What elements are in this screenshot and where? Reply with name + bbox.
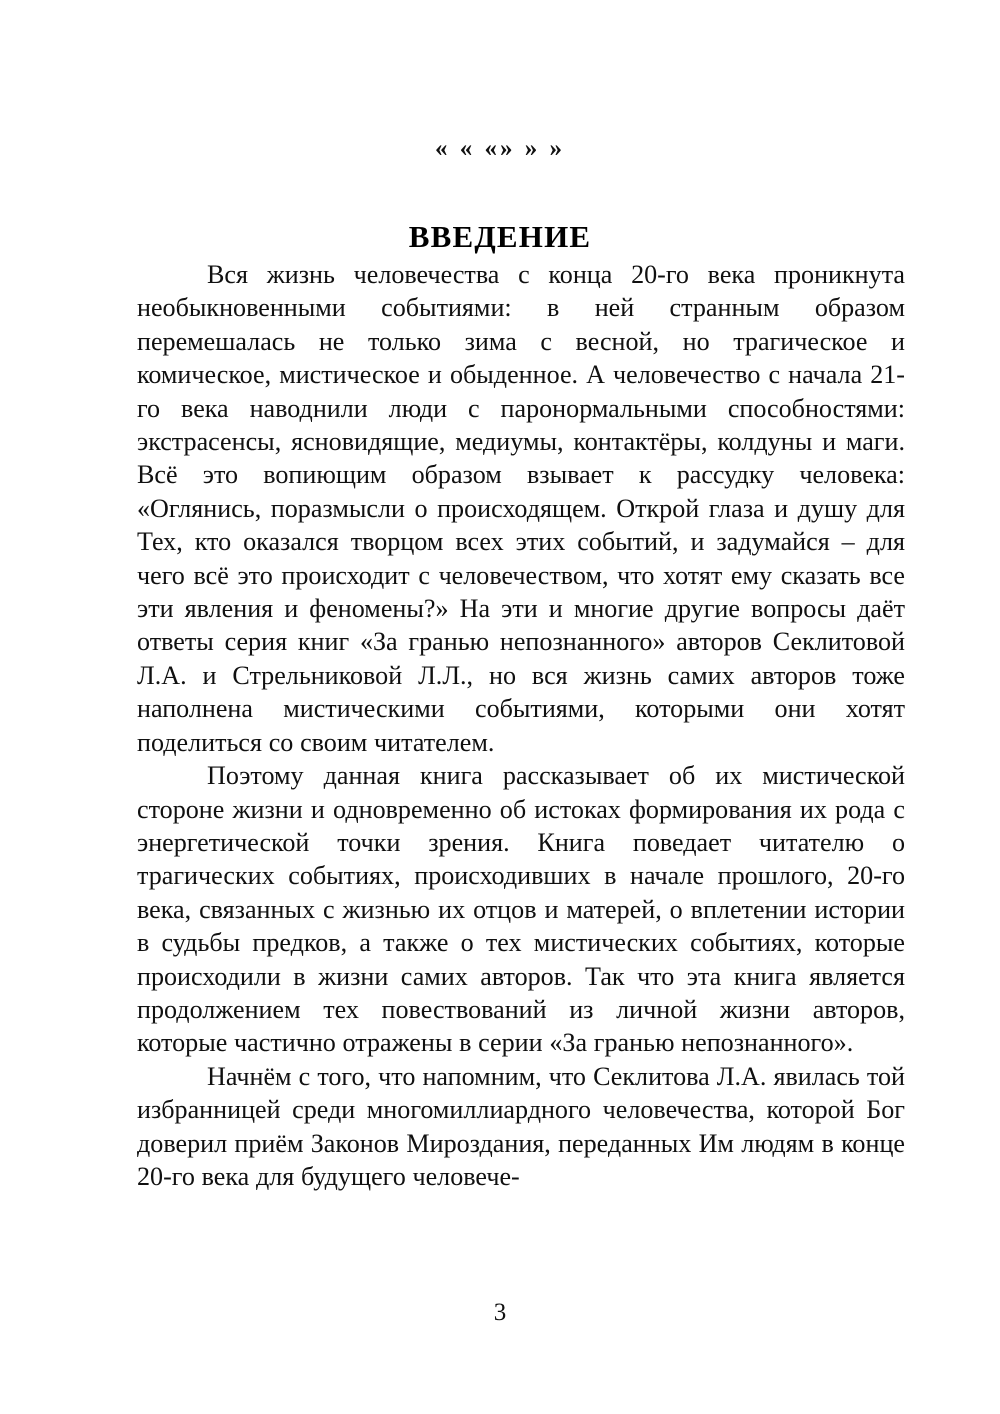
page-number: 3 [493, 1299, 507, 1326]
paragraph: Начнём с того, что напомним, что Секлитова Л.А. явилась той избранницей среди многомиллиардного человечества, которой Бог доверил приём Законов Мироздания, переданных Им людям в конце 20-го века для будущего человече- [137, 1061, 905, 1191]
paragraph: Вся жизнь человечества с конца 20-го века проникнута необыкновенными событиями: в ней странным образом перемешалась не только зима с весной, но трагическое и комическое, мистическое и обыденное. А человечество с начала 21-го века наводнили люди с паронормальными способностями: экстрасенсы, ясновидящие, медиумы, контактёры, колдуны и маги. Всё это вопиющим образом взывает к рассудку человека: «Оглянись, поразмысли о происходящем. Открой глаза и душу для Тех, кто оказался творцом всех этих событий, и задумайся – для чего всё это происходит с человечеством, что хотят ему сказать все эти явления и феномены?» На эти и многие другие вопросы даёт ответы серия книг «За гранью непознанного» авторов Секлитовой Л.А. и Стрельниковой Л.Л., но вся жизнь самих авторов тоже наполнена мистическими событиями, которыми они хотят поделиться со своим читателем. [137, 260, 905, 757]
body-text [137, 258, 905, 1193]
ornament-divider: « « «» » » [435, 135, 565, 162]
paragraph: Поэтому данная книга рассказывает об их мистической стороне жизни и одновременно об истоках формирования их рода с энергетической точки зрения. Книга поведает читателю о трагических событиях, происходивших в начале прошлого, 20-го века, связанных с жизнью их отцов и матерей, о вплетении истории в судьбы предков, а также о тех мистических событиях, которые происходили в жизни самих авторов. Так что эта книга является продолжением тех повествований из личной жизни авторов, которые частично отражены в серии «За гранью непознанного». [137, 761, 905, 1058]
page-title: ВВЕДЕНИЕ [408, 218, 592, 254]
